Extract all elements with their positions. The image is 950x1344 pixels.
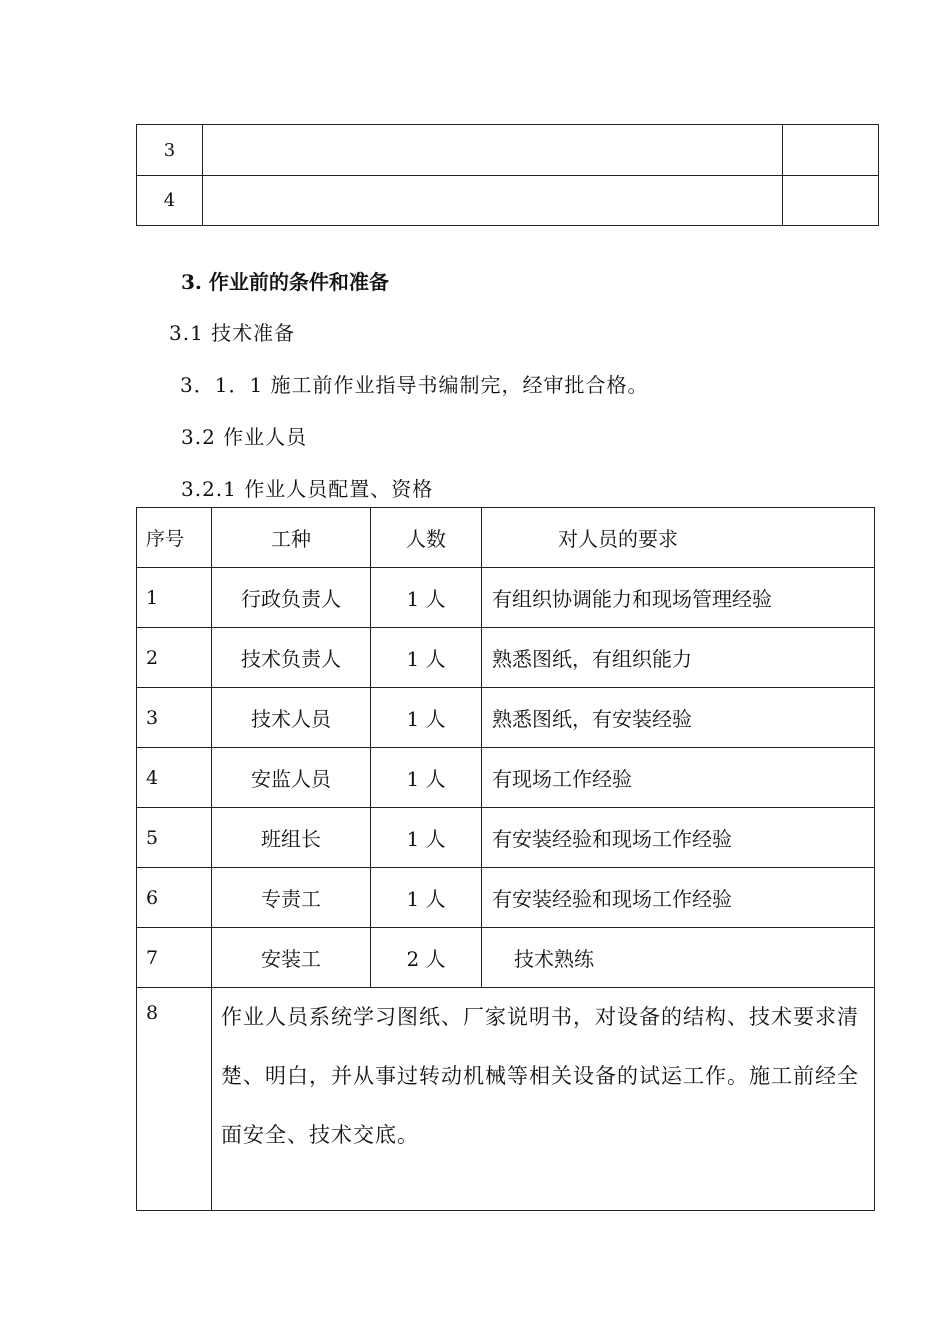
cell-type: 专责工 xyxy=(212,868,371,928)
cell-count: 1 人 xyxy=(371,748,482,808)
table-row xyxy=(137,868,875,928)
table-row xyxy=(137,808,875,868)
cell-type: 安监人员 xyxy=(212,748,371,808)
cell-requirement: 有安装经验和现场工作经验 xyxy=(482,808,875,868)
cell-seq: 2 xyxy=(137,628,212,688)
table-row xyxy=(137,125,879,176)
cell-count: 1 人 xyxy=(371,868,482,928)
row-content xyxy=(203,176,783,226)
cell-requirement: 熟悉图纸，有组织能力 xyxy=(482,628,875,688)
row-extra xyxy=(783,125,879,176)
cell-type: 班组长 xyxy=(212,808,371,868)
cell-seq: 6 xyxy=(137,868,212,928)
cell-seq: 1 xyxy=(137,568,212,628)
cell-seq: 4 xyxy=(137,748,212,808)
header-type: 工种 xyxy=(212,508,371,568)
table-row xyxy=(137,176,879,226)
table-row xyxy=(137,988,875,1211)
row-extra xyxy=(783,176,879,226)
cell-requirement: 有现场工作经验 xyxy=(482,748,875,808)
row-number: 3 xyxy=(137,125,203,176)
table-row xyxy=(137,688,875,748)
table-row xyxy=(137,628,875,688)
cell-seq: 3 xyxy=(137,688,212,748)
note-paragraph: 作业人员系统学习图纸、厂家说明书，对设备的结构、技术要求清楚、明白，并从事过转动机械等相关设备的试运工作。施工前经全面安全、技术交底。 xyxy=(212,988,875,1211)
table-row xyxy=(137,568,875,628)
staff-table xyxy=(136,507,875,1211)
table-row xyxy=(137,928,875,988)
cell-count: 1 人 xyxy=(371,568,482,628)
cell-type: 安装工 xyxy=(212,928,371,988)
cell-count: 1 人 xyxy=(371,808,482,868)
cell-seq: 8 xyxy=(137,988,212,1211)
row-content xyxy=(203,125,783,176)
cell-type: 技术负责人 xyxy=(212,628,371,688)
table-header-row xyxy=(137,508,875,568)
cell-type: 技术人员 xyxy=(212,688,371,748)
cell-count: 1 人 xyxy=(371,688,482,748)
subsection-title: 3.1 技术准备 xyxy=(169,321,296,345)
cell-type: 行政负责人 xyxy=(212,568,371,628)
paragraph: 3．1．1 施工前作业指导书编制完，经审批合格。 xyxy=(180,373,649,397)
header-requirement: 对人员的要求 xyxy=(482,508,875,568)
header-count: 人数 xyxy=(371,508,482,568)
cell-requirement: 有组织协调能力和现场管理经验 xyxy=(482,568,875,628)
cell-count: 1 人 xyxy=(371,628,482,688)
table-row xyxy=(137,748,875,808)
cell-seq: 7 xyxy=(137,928,212,988)
top-table xyxy=(136,124,879,226)
header-seq: 序号 xyxy=(137,508,212,568)
subsection-title: 3.2 作业人员 xyxy=(181,425,308,449)
cell-requirement: 有安装经验和现场工作经验 xyxy=(482,868,875,928)
cell-requirement: 熟悉图纸，有安装经验 xyxy=(482,688,875,748)
row-number: 4 xyxy=(137,176,203,226)
cell-count: 2 人 xyxy=(371,928,482,988)
cell-requirement: 技术熟练 xyxy=(482,928,875,988)
cell-seq: 5 xyxy=(137,808,212,868)
section-heading: 3. 作业前的条件和准备 xyxy=(181,270,389,294)
subsection-title: 3.2.1 作业人员配置、资格 xyxy=(181,477,434,501)
